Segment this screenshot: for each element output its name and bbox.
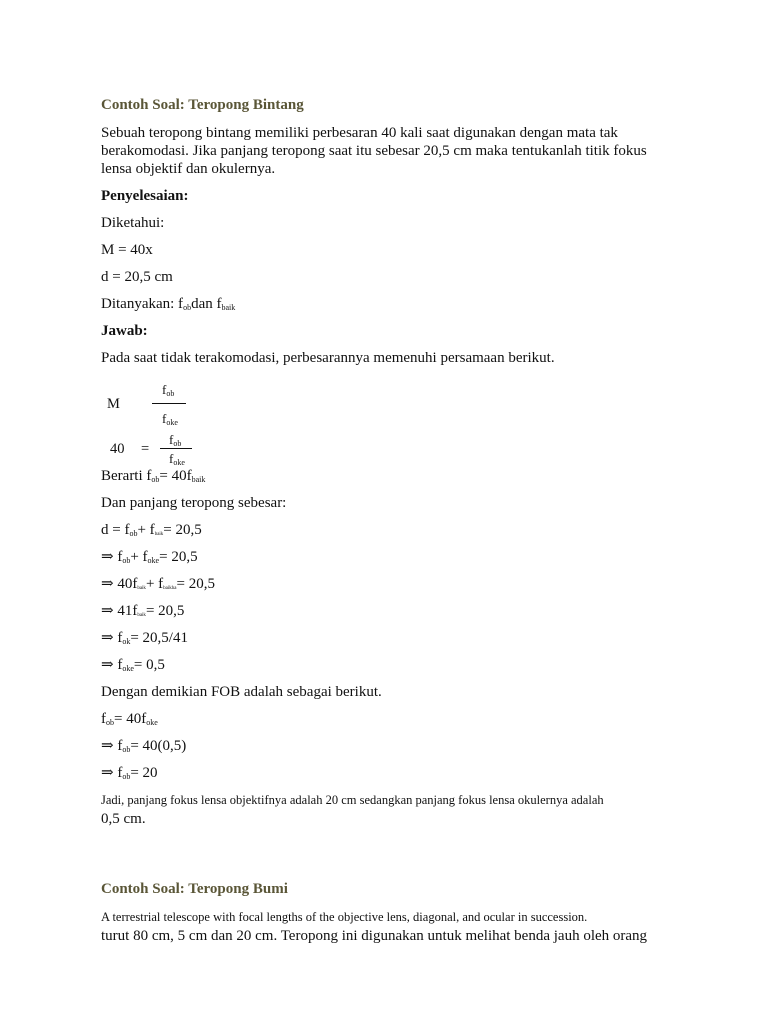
formula-intro: Pada saat tidak terakomodasi, perbesarannya memenuhi persamaan berikut. <box>101 350 555 366</box>
eq2-denominator: $f_{oke}$ <box>169 451 185 467</box>
eq2-lhs: 40 <box>110 441 125 457</box>
known-magnification: M = 40x <box>101 242 153 258</box>
eq1-lhs: M <box>107 396 120 412</box>
step-line-6: ⇒ $f_{oke}= 0,5$ <box>101 657 165 673</box>
fob-step-1: $f_{ob}= 40f_{oke}$ <box>101 711 158 727</box>
answer-label: Jawab: <box>101 323 148 339</box>
section-title-teropong-bumi: Contoh Soal: Teropong Bumi <box>101 881 288 897</box>
length-intro: Dan panjang teropong sebesar: <box>101 495 287 511</box>
fob-intro: Dengan demikian FOB adalah sebagai berikut. <box>101 684 382 700</box>
eq1-numerator: $f_{ob}$ <box>162 382 175 398</box>
eq2-equals: = <box>141 441 150 457</box>
fob-step-3: ⇒ $f_{ob}= 20$ <box>101 765 158 781</box>
step-line-5: ⇒ $f_{ok}= 20,5/41$ <box>101 630 188 646</box>
eq2-numerator: $f_{ob}$ <box>169 432 182 448</box>
step-line-4: ⇒ $41f_{baik}= 20,5$ <box>101 603 185 619</box>
eq1-denominator: $f_{oke}$ <box>162 411 178 427</box>
problem-line-3: lensa objektif dan okulernya. <box>101 161 276 177</box>
conclusion-line-1: Jadi, panjang fokus lensa objektifnya adalah 20 cm sedangkan panjang fokus lensa okulernya adalah <box>101 793 604 807</box>
section2-line-1: A terrestrial telescope with focal lengths of the objective lens, diagonal, and ocular in succession. <box>101 910 588 924</box>
eq2-fraction-bar <box>160 448 192 449</box>
problem-line-1: Sebuah teropong bintang memiliki perbesaran 40 kali saat digunakan dengan mata tak <box>101 125 618 141</box>
step-line-2: ⇒ $f_{ob}+ f_{oke}= 20,5$ <box>101 549 198 565</box>
section2-line-2: turut 80 cm, 5 cm dan 20 cm. Teropong ini digunakan untuk melihat benda jauh oleh orang <box>101 928 648 944</box>
result-line: Berarti $f_{ob}= 40f_{baik}$ <box>101 468 206 484</box>
conclusion-line-2: 0,5 cm. <box>101 811 146 827</box>
fob-step-2: ⇒ $f_{ob}= 40(0,5)$ <box>101 738 187 754</box>
eq1-fraction-bar <box>152 403 186 404</box>
asked-line: Ditanyakan: $f_{ob}dan$ $f_{baik}$ <box>101 296 236 312</box>
solution-label: Penyelesaian: <box>101 188 189 204</box>
step-line-3: ⇒ $40f_{baik}+ f_{baikha}= 20,5$ <box>101 576 215 592</box>
step-line-1: $d = f_{ob}+ f_{baik}= 20,5$ <box>101 522 202 538</box>
known-length: d = 20,5 cm <box>101 269 173 285</box>
problem-line-2: berakomodasi. Jika panjang teropong saat itu sebesar 20,5 cm maka tentukanlah titik fokus <box>101 143 647 159</box>
known-label: Diketahui: <box>101 215 165 231</box>
section-title-teropong-bintang: Contoh Soal: Teropong Bintang <box>101 97 304 113</box>
